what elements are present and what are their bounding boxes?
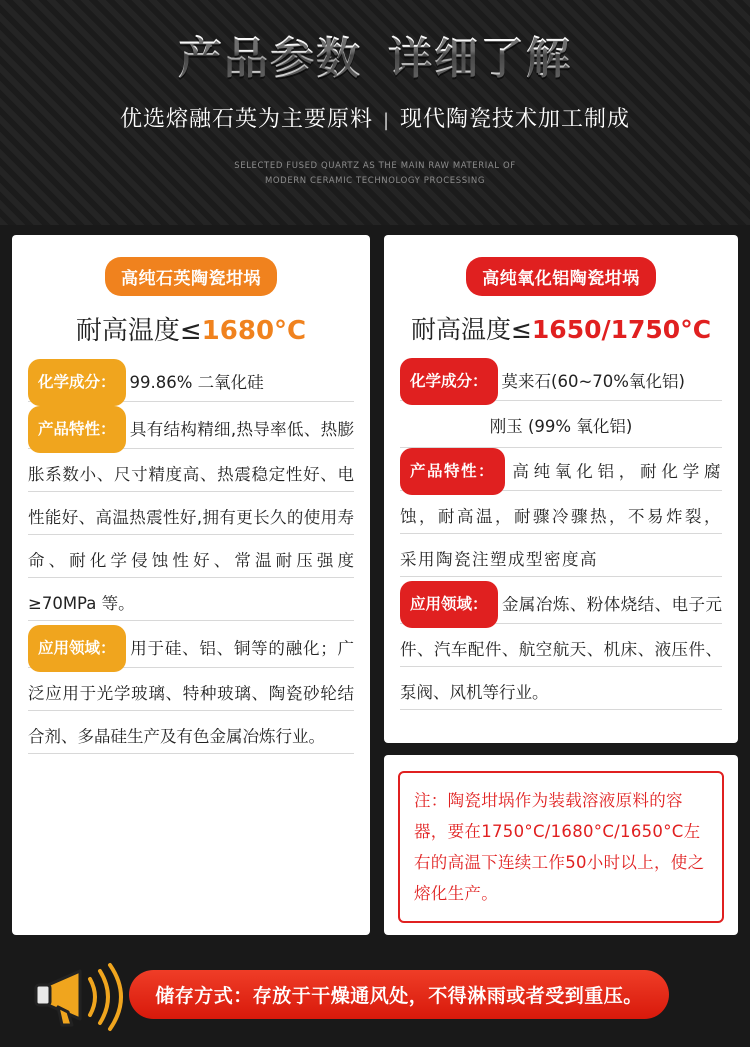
subtitle-separator: | <box>382 110 391 131</box>
quartz-composition-tag: 化学成分： <box>28 359 126 406</box>
alumina-composition-value-2: 刚玉 (99% 氧化铝) <box>489 417 633 436</box>
alumina-temperature <box>400 310 722 346</box>
page-subtitle-english <box>234 159 515 189</box>
alumina-application-text: 金属冶炼、粉体烧结、电子元件、汽车配件、航空航天、机床、液压件、泵阀、风机等行业。 <box>400 595 722 702</box>
quartz-pill-wrap <box>28 257 354 296</box>
page-title-part2: 详细了解 <box>388 33 572 84</box>
subtitle-right: 现代陶瓷技术加工制成 <box>400 107 631 132</box>
alumina-composition-tag: 化学成分： <box>400 358 498 405</box>
alumina-column <box>384 235 738 935</box>
alumina-composition-row <box>400 358 722 405</box>
alumina-feature-row <box>400 448 722 581</box>
alumina-composition-value-1: 莫来石(60~70%氧化铝) <box>501 372 685 391</box>
english-line-2: MODERN CERAMIC TECHNOLOGY PROCESSING <box>264 176 486 186</box>
english-line-1: SELECTED FUSED QUARTZ AS THE MAIN RAW MATERIAL OF <box>234 161 516 171</box>
quartz-temperature <box>28 310 354 347</box>
megaphone-icon <box>28 957 148 1037</box>
alumina-application-row <box>400 581 722 714</box>
note-card <box>384 755 738 935</box>
quartz-feature-text: 具有结构精细,热导率低、热膨胀系数小、尺寸精度高、热震稳定性好、电性能好、高温热震性好,拥有更长久的使用寿命、耐化学侵蚀性好、常温耐压强度≥70MPa 等。 <box>28 420 354 613</box>
spec-cards-container <box>0 225 750 935</box>
quartz-application-tag: 应用领域： <box>28 625 126 672</box>
usage-note: 注：陶瓷坩埚作为装载溶液原料的容器，要在1750°C/1680°C/1650°C左右的高温下连续工作50小时以上，使之熔化生产。 <box>398 771 724 923</box>
header-content <box>0 0 750 225</box>
quartz-card-title: 高纯石英陶瓷坩埚 <box>105 257 277 296</box>
alumina-card-title: 高纯氧化铝陶瓷坩埚 <box>466 257 656 296</box>
page-title-part1: 产品参数 <box>178 33 362 84</box>
quartz-feature-tag: 产品特性： <box>28 406 126 453</box>
alumina-composition-row-2 <box>400 405 722 448</box>
storage-note-banner: 储存方式：存放于干燥通风处，不得淋雨或者受到重压。 <box>129 970 669 1019</box>
alumina-pill-wrap <box>400 257 722 296</box>
subtitle-left: 优选熔融石英为主要原料 <box>119 107 373 132</box>
alumina-crucible-card <box>384 235 738 743</box>
page-header <box>0 0 750 225</box>
quartz-composition-row <box>28 359 354 406</box>
alumina-temperature-value: 1650/1750°C <box>531 315 712 344</box>
quartz-crucible-card <box>12 235 370 935</box>
alumina-application-tag: 应用领域： <box>400 581 498 628</box>
quartz-feature-row <box>28 406 354 625</box>
alumina-feature-tag: 产品特性： <box>400 448 505 495</box>
quartz-temperature-prefix: 耐高温度≤ <box>75 316 202 346</box>
quartz-temperature-value: 1680°C <box>201 316 307 346</box>
page-subtitle <box>120 102 630 133</box>
page-footer <box>0 935 750 1047</box>
quartz-composition-value: 99.86% 二氧化硅 <box>129 373 264 392</box>
alumina-feature-text: 高纯氧化铝，耐化学腐蚀，耐高温，耐骤冷骤热，不易炸裂，采用陶瓷注塑成型密度高 <box>400 462 722 569</box>
page-title <box>178 22 572 86</box>
quartz-application-row <box>28 625 354 758</box>
quartz-application-text: 用于硅、铝、铜等的融化；广泛应用于光学玻璃、特种玻璃、陶瓷砂轮结合剂、多晶硅生产及有色金属冶炼行业。 <box>28 639 354 746</box>
alumina-temperature-prefix: 耐高温度≤ <box>410 315 532 344</box>
